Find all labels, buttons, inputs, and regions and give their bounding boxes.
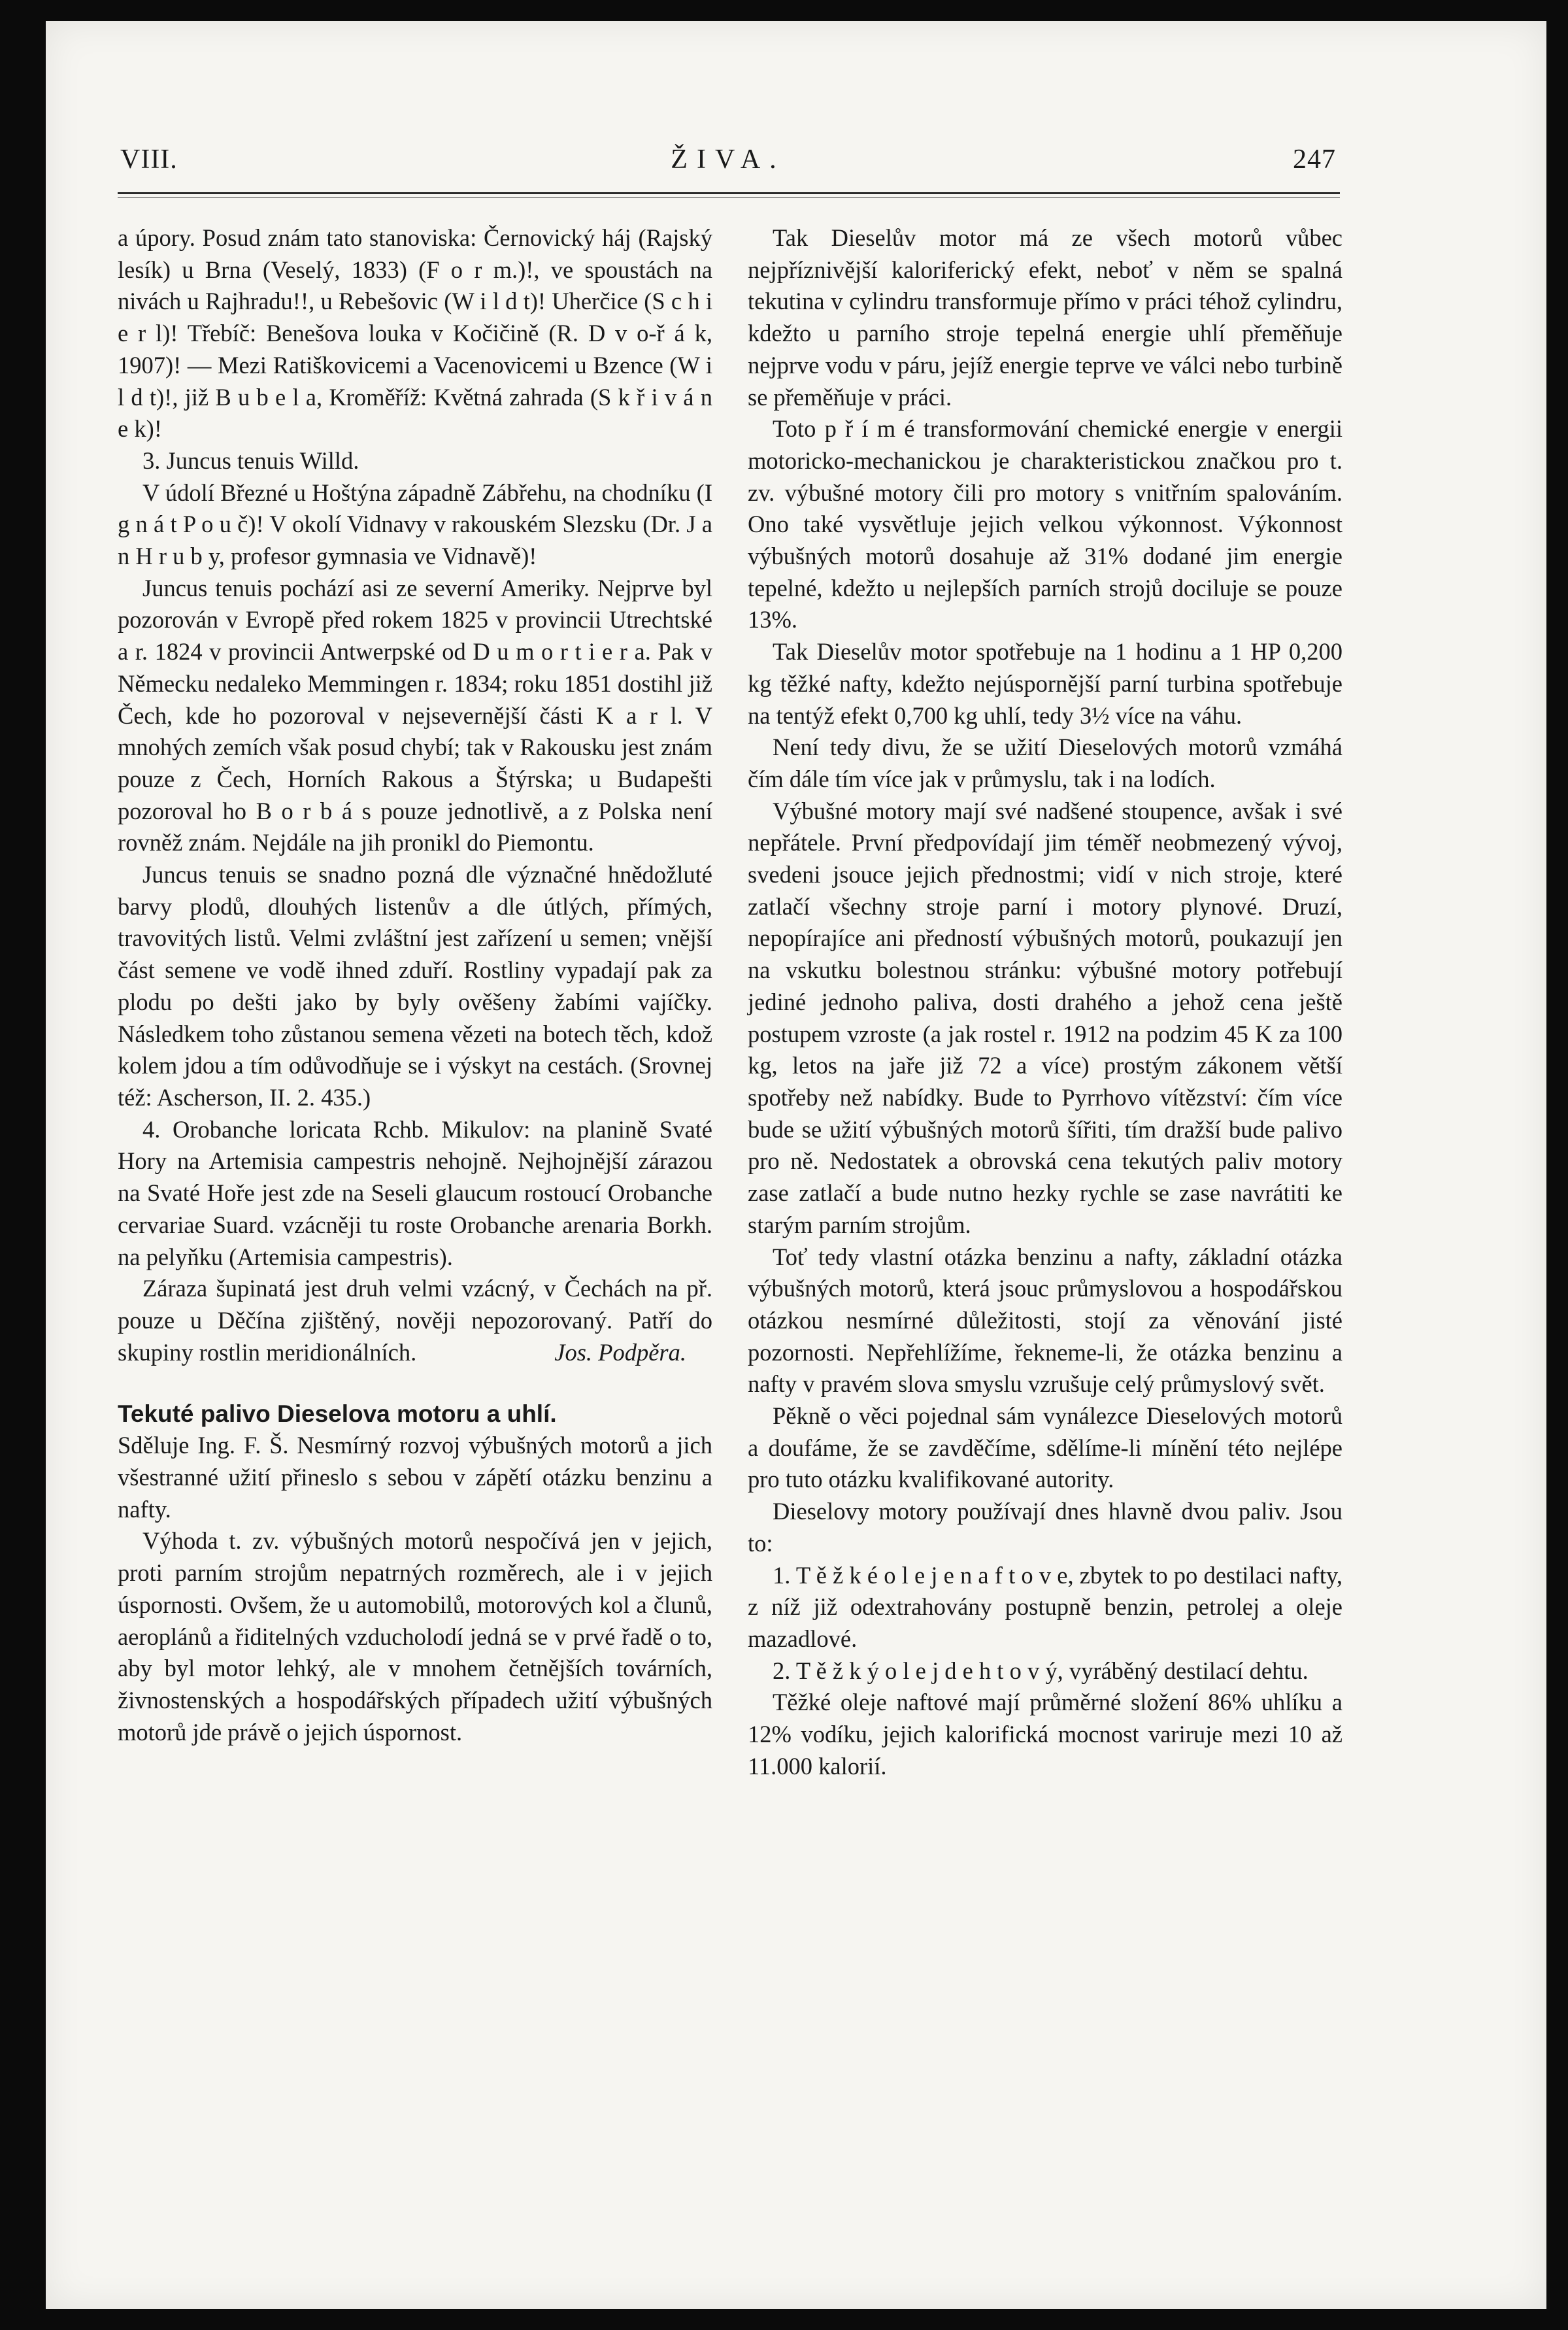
list-item: 1. T ě ž k é o l e j e n a f t o v e, zbytek to po destilaci nafty, z níž již odextrahovány postupně benzin, petrolej a oleje mazadlové.	[748, 1561, 1343, 1652]
right-column	[748, 222, 1343, 1782]
journal-title: ŽIVA.	[671, 144, 786, 175]
article-title: Tekuté palivo Dieselova motoru a uhlí.	[118, 1400, 557, 1428]
volume-number: VIII.	[120, 144, 178, 175]
paragraph: Tak Dieselův motor spotřebuje na 1 hodinu a 1 HP 0,200 kg těžké nafty, kdežto nejúspornější parní turbina spotřebuje na tentýž efekt 0,700 kg uhlí, tedy 3½ více na váhu.	[748, 638, 1343, 729]
paragraph: Toť tedy vlastní otázka benzinu a nafty, základní otázka výbušných motorů, která jsouc průmyslovou a hospodářskou otázkou nesmírné důležitosti, stojí za věnování jisté pozornosti. Nepřehlížíme, řekneme-li, že otázka benzinu a nafty v pravém slova smyslu vzrušuje celý průmyslový svět.	[748, 1243, 1343, 1398]
page-number: 247	[1293, 144, 1336, 175]
paragraph: Dieselovy motory používají dnes hlavně dvou paliv. Jsou to:	[748, 1498, 1343, 1557]
paragraph: Není tedy divu, že se užití Dieselových motorů vzmáhá čím dále tím více jak v průmyslu, tak i na lodích.	[748, 734, 1343, 792]
paragraph: Pěkně o věci pojednal sám vynálezce Dieselových motorů a doufáme, že se zavděčíme, sdělíme-li mínění této nejlépe pro tuto otázku kvalifikované autority.	[748, 1402, 1343, 1493]
header-rule	[118, 192, 1340, 194]
paragraph: Výbušné motory mají své nadšené stoupence, avšak i své nepřátele. První předpovídají jim téměř neobmezený vývoj, svedeni jsouce jejich přednostmi; vidí v nich stroje, které zatlačí všechny stroje parní i motory plynové. Druzí, nepopírajíce ani předností výbušných motorů, poukazují jen na vskutku bolestnou stránku: výbušné motory potřebují jediné jednoho paliva, dosti drahého a jehož cena ještě postupem vzroste (a jak rostel r. 1912 na podzim 45 K za 100 kg, letos na jaře již 72 a více) prostým zákonem větší spotřeby než nabídky. Bude to Pyrrhovo vítězství: čím více bude se užití výbušných motorů šířiti, tím dražší bude palivo pro ně. Nedostatek a obrovská cena tekutých paliv motory zase zatlačí a bude nutno hezky rychle se zase navrátiti ke starým parním strojům.	[748, 797, 1343, 1238]
species-heading: 3. Juncus tenuis Willd.	[142, 447, 359, 474]
paragraph: Toto p ř í m é transformování chemické energie v energii motoricko-mechanickou je charakteristickou značkou pro t. zv. výbušné motory čili pro motory s vnitřním spalováním. Ono také vysvětluje jejich velkou výkonnost. Výkonnost výbušných motorů dosahuje až 31% dodané jim energie tepelné, kdežto u nejlepších parních strojů dociluje se pouze 13%.	[748, 415, 1343, 633]
paragraph: Výhoda t. zv. výbušných motorů nespočívá jen v jejich, proti parním strojům nepatrných rozměrech, ale i v jejich úspornosti. Ovšem, že u automobilů, motorových kol a člunů, aeroplánů a řiditelných vzducholodí jedná se v prvé řadě o to, aby byl motor lehký, ale v mnohem četnějších továrních, živnostenských a hospodářských případech užití výbušných motorů jde právě o jejich úspornost.	[118, 1527, 712, 1746]
list-item: 2. T ě ž k ý o l e j d e h t o v ý, vyráběný destilací dehtu.	[773, 1657, 1309, 1684]
paragraph: 4. Orobanche loricata Rchb. Mikulov: na planině Svaté Hory na Artemisia campestris nehojně. Nejhojnější zárazou na Svaté Hoře jest zde na Seseli glaucum rostoucí Orobanche cervariae Suard. vzácněji tu roste Orobanche arenaria Borkh. na pelyňku (Artemisia campestris).	[118, 1115, 712, 1270]
paragraph: V údolí Březné u Hoštýna západně Zábřehu, na chodníku (I g n á t P o u č)! V okolí Vidnavy v rakouském Slezsku (Dr. J a n H r u b y, profesor gymnasia ve Vidnavě)!	[118, 479, 712, 570]
left-column	[118, 222, 712, 1748]
paragraph: Těžké oleje naftové mají průměrné složení 86% uhlíku a 12% vodíku, jejich kalorifická mocnost variruje mezi 10 až 11.000 kalorií.	[748, 1689, 1343, 1780]
paragraph: Tak Dieselův motor má ze všech motorů vůbec nejpříznivější kaloriferický efekt, neboť v něm se spalná tekutina v cylindru transformuje přímo v práci téhož cylindru, kdežto u parního stroje tepelná energie uhlí přeměňuje nejprve vodu v páru, jejíž energie teprve ve válci nebo turbině se přeměňuje v práci.	[748, 224, 1343, 411]
paragraph: Sděluje Ing. F. Š. Nesmírný rozvoj výbušných motorů a jich všestranné užití přineslo s sebou v zápětí otázku benzinu a nafty.	[118, 1432, 712, 1523]
paragraph: Juncus tenuis se snadno pozná dle význačné hnědožluté barvy plodů, dlouhých listenův a dle útlých, přímých, travovitých listů. Velmi zvláštní jest zařízení u semen; vnější část semene ve vodě ihned zduří. Rostliny vypadají pak za plodu po dešti jako by byly ověšeny žabími vajíčky. Následkem toho zůstanou semena vězeti na botech těch, kdož kolem jdou a tím odůvodňuje se i výskyt na cestách. (Srovnej též: Ascherson, II. 2. 435.)	[118, 861, 712, 1111]
author-signature: Jos. Podpěra.	[554, 1338, 686, 1366]
paragraph: Juncus tenuis pochází asi ze severní Ameriky. Nejprve byl pozorován v Evropě před rokem 1825 v provincii Utrechtské a r. 1824 v provincii Antwerpské od D u m o r t i e r a. Pak v Německu nedaleko Memmingen r. 1834; roku 1851 dostihl již Čech, kde ho pozoroval v nejsevernější části K a r l. V mnohých zemích však posud chybí; tak v Rakousku jest znám pouze z Čech, Horních Rakous a Štýrska; u Budapešti pozoroval ho B o r b á s pouze jednotlivě, a z Polska není rovněž znám. Nejdále na jih pronikl do Piemontu.	[118, 574, 712, 856]
header-rule-thin	[118, 197, 1340, 198]
paragraph: a úpory. Posud znám tato stanoviska: Černovický háj (Rajský lesík) u Brna (Veselý, 1833) (F o r m.)!, ve spoustách na nivách u Rajhradu!!, u Rebešovic (W i l d t)! Uherčice (S c h i e r l)! Třebíč: Benešova louka v Kočičině (R. D v o-ř á k, 1907)! — Mezi Ratiškovicemi a Vacenovicemi u Bzence (W i l d t)!, již B u b e l a, Kroměříž: Květná zahrada (S k ř i v á n e k)!	[118, 224, 712, 443]
paragraph: Záraza šupinatá jest druh velmi vzácný, v Čechách na př. pouze u Děčína zjištěný, nověji nepozorovaný. Patří do skupiny rostlin meridionálních.	[118, 1275, 712, 1366]
page-header	[120, 144, 1336, 183]
